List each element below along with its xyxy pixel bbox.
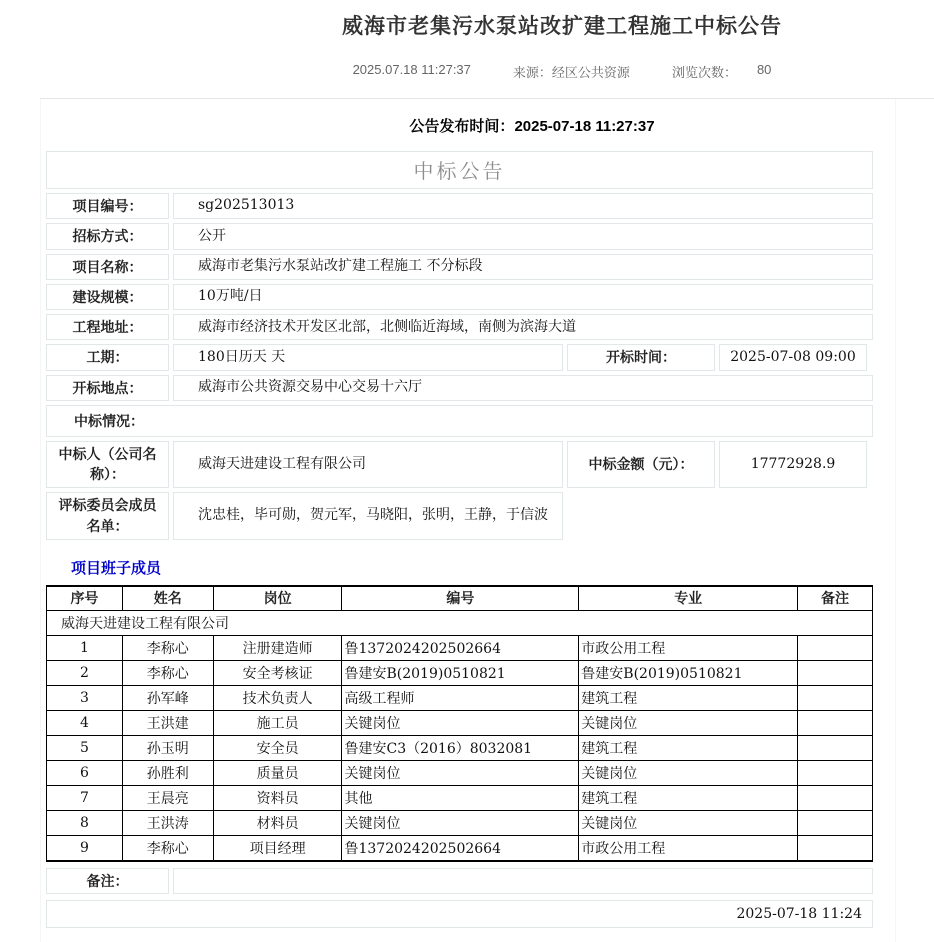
publish-time-label: 公告发布时间：: [409, 118, 515, 135]
table-row: [47, 761, 873, 786]
meta-views: [672, 62, 771, 81]
cell-name: 孙玉明: [122, 736, 213, 761]
cell-specialty: 鲁建安B(2019)0510821: [579, 661, 798, 686]
row-project-address: [46, 314, 873, 340]
cell-serial: 5: [47, 736, 123, 761]
meta-source-label: 来源：: [512, 65, 552, 80]
cell-specialty: 建筑工程: [579, 686, 798, 711]
cell-specialty: 关键岗位: [579, 811, 798, 836]
cell-specialty: 建筑工程: [579, 786, 798, 811]
cell-serial: 7: [47, 786, 123, 811]
field-value: 10万吨/日: [173, 284, 873, 310]
col-header-serial: 序号: [47, 586, 123, 611]
cell-specialty: 市政公用工程: [579, 636, 798, 661]
col-header-position: 岗位: [213, 586, 342, 611]
roster-table: [46, 585, 873, 862]
cell-position: 注册建造师: [213, 636, 342, 661]
row-duration-opentime: [46, 344, 873, 370]
cell-name: 孙胜利: [122, 761, 213, 786]
cell-number: 关键岗位: [342, 811, 579, 836]
cell-number: 关键岗位: [342, 711, 579, 736]
field-label: 开标地点：: [46, 375, 169, 401]
field-value: 威海市老集污水泵站改扩建工程施工 不分标段: [173, 254, 873, 280]
publish-time-line: [173, 99, 891, 147]
field-value: sg202513013: [173, 193, 873, 219]
field-label: 中标人（公司名称）：: [46, 441, 169, 488]
table-row: [47, 736, 873, 761]
cell-position: 项目经理: [213, 836, 342, 861]
table-row: [47, 836, 873, 861]
cell-number: 鲁1372024202502664: [342, 636, 579, 661]
table-row: [47, 711, 873, 736]
meta-datetime: 2025.07.18 11:27:37: [352, 62, 471, 77]
row-project-no: [46, 193, 873, 219]
row-bidding-method: [46, 223, 873, 249]
cell-remark: [798, 636, 873, 661]
meta-source-value: 经区公共资源: [551, 65, 630, 80]
col-header-number: 编号: [342, 586, 579, 611]
company-row: [47, 611, 873, 636]
cell-serial: 3: [47, 686, 123, 711]
roster-heading: 项目班子成员: [71, 559, 162, 577]
cell-position: 施工员: [213, 711, 342, 736]
cell-serial: 8: [47, 811, 123, 836]
cell-name: 李称心: [122, 636, 213, 661]
table-row: [47, 636, 873, 661]
cell-remark: [798, 786, 873, 811]
field-value: 威海天进建设工程有限公司: [173, 441, 563, 488]
field-value: 公开: [173, 223, 873, 249]
cell-remark: [798, 836, 873, 861]
cell-serial: 1: [47, 636, 123, 661]
roster-header-row: [47, 586, 873, 611]
cell-serial: 4: [47, 711, 123, 736]
footer-datetime: 2025-07-18 11:24: [46, 900, 873, 928]
notice-title: 中标公告: [46, 151, 873, 189]
field-label: 开标时间：: [567, 344, 715, 370]
cell-remark: [798, 661, 873, 686]
cell-name: 孙军峰: [122, 686, 213, 711]
cell-number: 鲁建安B(2019)0510821: [342, 661, 579, 686]
notice-title-row: [46, 151, 873, 189]
table-row: [47, 811, 873, 836]
cell-serial: 9: [47, 836, 123, 861]
row-open-place: [46, 375, 873, 401]
row-committee: [46, 492, 873, 540]
cell-number: 鲁1372024202502664: [342, 836, 579, 861]
field-label: 项目名称：: [46, 254, 169, 280]
footer-row: [46, 900, 873, 928]
field-value: 威海市经济技术开发区北部，北侧临近海域，南侧为滨海大道: [173, 314, 873, 340]
meta-row: [190, 62, 934, 81]
cell-position: 技术负责人: [213, 686, 342, 711]
col-header-specialty: 专业: [579, 586, 798, 611]
cell-number: 其他: [342, 786, 579, 811]
cell-name: 王洪建: [122, 711, 213, 736]
bid-info-table: [46, 151, 873, 540]
cell-name: 李称心: [122, 836, 213, 861]
field-value: [173, 868, 873, 894]
field-label: 评标委员会成员名单：: [46, 492, 169, 540]
cell-remark: [798, 686, 873, 711]
cell-serial: 6: [47, 761, 123, 786]
field-label: 备注：: [46, 868, 169, 894]
row-winner-amount: [46, 441, 873, 488]
col-header-remark: 备注: [798, 586, 873, 611]
field-label: 项目编号：: [46, 193, 169, 219]
cell-remark: [798, 711, 873, 736]
cell-name: 王洪涛: [122, 811, 213, 836]
cell-serial: 2: [47, 661, 123, 686]
field-label: 中标情况：: [46, 405, 873, 437]
row-award-status: [46, 405, 873, 437]
field-label: 工程地址：: [46, 314, 169, 340]
cell-position: 资料员: [213, 786, 342, 811]
cell-number: 关键岗位: [342, 761, 579, 786]
page-title: 威海市老集污水泵站改扩建工程施工中标公告: [342, 15, 782, 38]
table-row: [47, 786, 873, 811]
cell-remark: [798, 811, 873, 836]
field-value: 17772928.9: [719, 441, 867, 488]
publish-time-value: 2025-07-18 11:27:37: [514, 118, 655, 135]
cell-specialty: 关键岗位: [579, 761, 798, 786]
field-label: 中标金额（元）：: [567, 441, 715, 488]
meta-source: [513, 62, 630, 81]
cell-number: 鲁建安C3（2016）8032081: [342, 736, 579, 761]
company-name: 威海天进建设工程有限公司: [47, 611, 873, 636]
field-label: 招标方式：: [46, 223, 169, 249]
page-header: [190, 0, 934, 81]
meta-views-value: 80: [756, 62, 772, 77]
table-row: [47, 686, 873, 711]
cell-remark: [798, 761, 873, 786]
field-value: 威海市公共资源交易中心交易十六厅: [173, 375, 873, 401]
cell-name: 李称心: [122, 661, 213, 686]
cell-name: 王晨亮: [122, 786, 213, 811]
field-label: 建设规模：: [46, 284, 169, 310]
field-value: 2025-07-08 09:00: [719, 344, 867, 370]
cell-position: 材料员: [213, 811, 342, 836]
table-row: [47, 661, 873, 686]
cell-number: 高级工程师: [342, 686, 579, 711]
col-header-name: 姓名: [122, 586, 213, 611]
content-area: [40, 99, 896, 942]
field-value: 180日历天 天: [173, 344, 563, 370]
row-project-name: [46, 254, 873, 280]
cell-position: 质量员: [213, 761, 342, 786]
cell-specialty: 市政公用工程: [579, 836, 798, 861]
cell-position: 安全考核证: [213, 661, 342, 686]
cell-position: 安全员: [213, 736, 342, 761]
row-construction-scale: [46, 284, 873, 310]
row-remark: [46, 868, 873, 894]
cell-remark: [798, 736, 873, 761]
cell-specialty: 关键岗位: [579, 711, 798, 736]
field-value: 沈忠桂，毕可勋，贺元军，马晓阳，张明，王静，于信波: [173, 492, 563, 540]
field-label: 工期：: [46, 344, 169, 370]
meta-views-label: 浏览次数：: [671, 65, 737, 80]
cell-specialty: 建筑工程: [579, 736, 798, 761]
